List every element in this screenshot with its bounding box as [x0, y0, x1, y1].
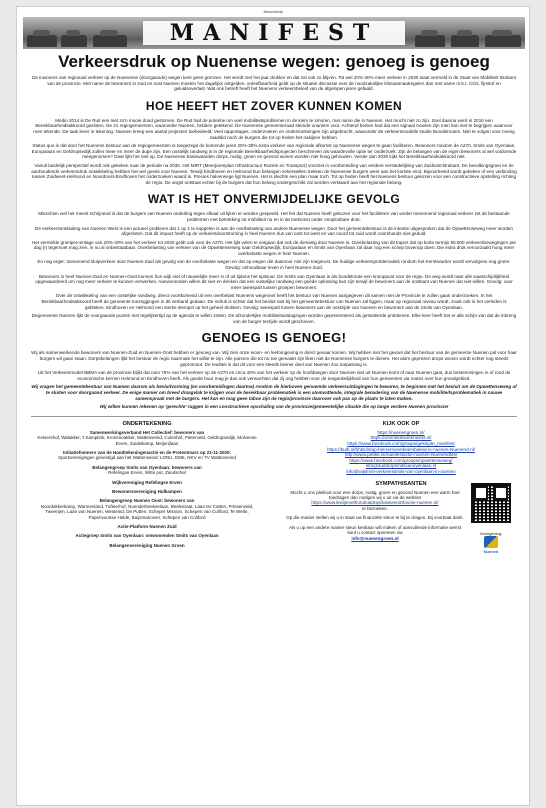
external-link[interactable]: http://www.petitie.nl/manifestactie-nuenen-NuenendMnl	[344, 452, 458, 458]
external-link[interactable]: https://bulb.nl/bhtim/stop-het-teroveerkeersbeleid-in-nuenen-Nuenend-nl/	[326, 446, 476, 452]
advertorial-page	[16, 6, 530, 806]
design-logo-word: Nuenen	[483, 548, 499, 554]
contact-email-link[interactable]: info@nuenengroen.nl	[351, 535, 399, 541]
external-link[interactable]: https://nuenengroen.nl/	[377, 429, 425, 435]
paragraph: Wij vragen het gemeentebestuur van Nuenen daarom als besluitvorming (en voorbereidingen daartoe) rondom de hierboven genoemde verkeersuitdagingen te bewaren, te beginnen met het besluit om de Opwettenseweg af te sluiten voor doorgaand verkeer. De enige manier om breed draagvlak te krijgen voor de bereikbaar problematiek is een alomvattende, integrale benadering van de Nuenense mobiliteitsproblematiek in nauwe samenspraak met de burgers. Het kan en mag geen taboe zijn de regio/provincie daarover ook pas op de plaats te laten maken.	[31, 384, 517, 401]
design-label: Vormgeving:	[479, 530, 503, 536]
signatory: Actie-Platform Nuenen Zuid	[117, 524, 177, 530]
advertorial-label: Advertorial	[263, 9, 283, 14]
qr-code-icon[interactable]	[471, 483, 511, 523]
paragraph: Degemeente Nuenen lijkt de voorgaande punten niet tegelijkertijd op de agenda te willen zetten. De afzonderlijke mobiliteitsuitdagingen worden gepresenteerd als geïsoleerde problemen. Elke keer heeft het er alle schijn van dat de inbreng van de burger terzijde wordt geschoven.	[31, 313, 517, 324]
signatory: Belangengroep Smits van Oyenlaan: bewoners van Refelingse Erven, Witte put, Zandschel	[92, 464, 202, 476]
divider	[31, 416, 517, 417]
donation-link[interactable]: https://www.ikwijsmethondnatdnijeilasiseerdnfoonie-nuenen.nl/	[311, 500, 439, 506]
masthead-banner	[23, 17, 525, 49]
paragraph: Status quo is dat door het Nuenens bestuur aan de regiogemeenten is toegezegd de komende jaren 20%-30% extra verkeer van regionale afkomst op Nuenense wegen te gaan faciliteren. Bewoners rondom de A270, Smits van Oyenlaan, Europalaan en Geldropsedijk zullen meer en meer de dupe zijn. Een oostelijk randweg is in de regionale Bereikbaarheidsprojecten beschreven als waardevolle optie ter onderzoek. Zijn de belangen van de eigen bewoners al wel voldoende meegenomen? Daar lijkt het niet op. De Nuenense basiswaarden dorps, rustig, groen en gezond wonen worden niet hoog gehouden. Verder dan 2030 kijkt het Bereikbaarheidsakkoord niet.	[31, 143, 517, 160]
nuenen-logo-icon	[484, 536, 498, 548]
signatory: Initiatiefnemers van de Handtekeningenactie en de Protestmars op 21-11-2020: Sportverenigingen gevestigd aan het Wattenseind: LONU, EMK, NKV en TV Wattenseind	[58, 449, 236, 461]
paragraph: Over de ontwikkeling van een oostelijke randweg, direct voortkomend uit een overbelast Nuenens wegennet heeft het bestuur van Nuenen aangegeven dit samen met de Provincie te zullen gaan onderzoeken. In het Bereikbaarheidsakkoord heeft de gemeente toezeggingen in dit verband gedaan. De indruk is echter dat het besluit niet bij het gemeentebestuur van Nuenen zal liggen, maar op regionaal niveau wordt, zoals ook in het verleden is gebleken. Eindhoven en Helmond een sterke stempel op het geheel drukken. Gevolg: tweespalt tussen bewoners aan de oostzijde van Nuenen en bewoners aan de Smits van Oyenlaan.	[41, 293, 507, 310]
signatory: Actiegroep Smits van Oyenlaan: omwonenden Smits van Oyenlaan	[75, 533, 219, 539]
article-body	[31, 75, 517, 552]
external-link[interactable]: https://ortoristdewetenwest.nl/	[370, 435, 432, 441]
paragraph: Medio 2014 is De Ruit een niet zo'n mooie dood gestorven. De Ruit had de potentie om veel mobiliteitsproblemen in de kiem te smoren, met name die in Nuenen. Het mocht niet zo zijn. Snel daarna werd in 2016 een Bereikbaarheidsakkoord gesloten. De 21 regiogemeenten, waaronder Nuenen, hebben getekend. De Nuenense gemeenteraad stemde unaniem voor. Achteraf bezien had dat een signaal moeten zijn men kan niet te begrijpen waarvoor men tekende. De taak lever in tekening. Nuenen kreeg een aantal projecten toebedeeld. Veel rapportages, onderzoeken en onderzoeksingen zijn uitgebracht, waaronder de verkeersmodelle studie Bundelroutes. Niet te volgen voor menig raadslid noch de burgers die tot op heden het nakijken hebben.	[33, 117, 515, 140]
paragraph: Bewoners in heel Nuenen-Zuid en Nuenen-Oost kunnen hun wijk niet of nauwelijks meer in of uit tijdens het spitsuur. De Smits van Oyenlaan is als bundelroute een knooppunt voor de regio. De weg wordt naar alle waarschijnlijkheid opgewaardeerd om nog meer verkeer te kunnen verwerken. Aanwonenden willen dit niet en denken dat een oostelijke randweg een goede oplossing kan zijn terwijl de bewoners aan de oostkant van Nuenen dat niet willen. Gevolg: voor meer tweespalt tussen groepen bewoners.	[35, 273, 513, 290]
signatory: Wijkvereniging Refelingse Erven	[112, 479, 182, 485]
signatory: Samenwerkingsverband Het Collectief: bewoners van Ketsershof, Walakker, 't Kamptink, Krommeakker, Wattenseind, Culenhof, Pieterveld, Geldropsedijk, Molvense Erven, Zuideikamp, Meijerijlaan	[37, 429, 257, 446]
footer-columns	[31, 421, 517, 553]
links-column	[285, 421, 517, 553]
ondertekening-heading: ONDERTEKENING	[122, 420, 172, 427]
signatory: Belangengroep Nuenen Oost: bewoners van Noordakkerkamp, Warmenland, Tufteerhof, Nuenderbeekselaan, Beekstraat, Laan ter Catten, Prinsenveld, Tweerijen, Laan van Nuenen, Westeind, De Putten, Scheper Mission, Schepen van Coliford, Te Wetle, Papenvoortse Helde, Buijsmanoven, Schepen van Coliford	[40, 498, 254, 520]
email-link[interactable]: info@wijsmnit-verkeerssmits-van-oyenlaan-in-nuenen	[346, 468, 456, 474]
sympathisanten-text: Op die manier stellen wij u in staat uw financiële steun te bij te dragen. Bij voorbaat dank.	[286, 515, 464, 521]
sympathisanten-heading: SYMPATHISANTEN	[375, 480, 427, 487]
design-logo	[469, 531, 513, 554]
paragraph: Misschien wel het meest schrijnend is dat de burgers van Nuenen onderling tegen elkaar uit lijken te worden gespeeld. Het feit dat Nuenen heeft gekozen voor het faciliteren van verder toenemend regionaal verkeer zet de bestaande problemen met betrekking tot mobiliteit nu en in de toekomst onder onoplosbare druk.	[38, 211, 510, 222]
external-link[interactable]: https://www.facebook.com/groups/opwettenseweg/	[349, 457, 453, 463]
sympathisanten-text: Mocht u ons plekloot voor een dorps, rustig, groen en gezond Nuenen een warm hart toedragen dan nodigen wij u uit via de website	[290, 489, 460, 500]
kijk-ook-op-heading: KIJK OOK OP	[382, 420, 420, 427]
signatory: Belangenvereniging Nuenen Groen	[109, 542, 185, 548]
section-heading: GENOEG IS GENOEG!	[201, 330, 347, 346]
paragraph: De verkeersontsluiting van Nuenen West is een actueel probleem dat 1 op 1 te koppelen is aan de overbelasting van andere Nuenense wegen. Door het gemeentebestuur is de intentie uitgesproken dat de Opwettenseweg meer worden afgesloten. Dat dit impact heeft op de verkeersdoorstroming in heel Nuenen dus van oost tot west en van noord tot zuid wordt voorshands niet geduld.	[35, 225, 513, 237]
signatory: Bewonersvereniging Hulkampen	[112, 489, 182, 494]
masthead-title: MANIFEST	[169, 20, 379, 46]
paragraph: Vanuit landelijk perspectief wordt ook gekeken naar de periode na 2030. Het MIRT (Meerjarenplan Infrastructuur Ruimte en Transport) voorziet in voorbereiding van verdere verstedelijking van Zuidoost-Brabant. De bevolkingsgroei en de aanhoudende verkeersdruk ontwikkeling hebben het wel goeds voor Nuenen. Terwijl Eindhoven en Helmond hun belangen zekerstellen trekken de Nuenense burgers weer aan het kortste eind. Bijvoorbeeld wordt gekeken of een verbinding tussen Zuidwest-Helmond en Noordoost-Eindhoven het onderzoeken waard is. Precies halverwege ligt Nuenen. Het is slechts een plan maar toch. Tot op heden heeft het Nuenens bestuur gekozen voor een constructieve opstelling richting de regio. De angst ontstaat echter bij de burgers dat hun belang ondergeschikt zal worden verklaard aan het regionale belang.	[31, 162, 517, 185]
ondertekening-column	[31, 421, 263, 553]
paragraph: Wij willen kunnen rekenen op 'gerechte' ruggen in een constructieve opschaling van de provincie/gemeentelijke situatie die op lange verdere Nuenen provincie!	[99, 404, 449, 410]
paragraph: En nog erger: toenemend sluipverkeer door Nuenen-Zuid als gevolg van de overbelaste wegen en dat op wegen die daarvoor niet zijn toegerust. De huidige verkeersproblematiek rondom het Kernkwartier wordt vervolgens nog groter. Gevolg: onhoudbaar leven in heel Nuenen-Zuid.	[37, 259, 511, 271]
sympathisanten-text: Als u op een andere manier steun kenbaar wilt maken of aanvullende informatie wenst kunt u contact opnemen via	[288, 524, 462, 536]
paragraph: Het vermelde groeipercentage van 20%-30% van het verkeer tot 2030 geldt ook voor de A270. Het lijkt velen te ontgaan dat ook de dienweg door Nuenen is. Overbelasting van dit traject dat op korte termijn 50.000 verkeersbewegingen per dag (!) tegemoet mag zien, is nu al onbestaatbaar. Overbelasting van verkeer van de Opwettenseweg naar Geldropsedijk, Europalaan en Smits van Oyenlaan zal daar nog een schep bovenop doen. Die extra druk veroorzaakt hoog meer overbelaste wegen in heel Nuenen.	[31, 239, 517, 256]
section-heading: HOE HEEFT HET ZOVER KUNNEN KOMEN	[145, 98, 403, 113]
section-heading: WAT IS HET ONVERMIJDELIJKE GEVOLG	[147, 192, 401, 207]
headline: Verkeersdruk op Nuenense wegen: genoeg is genoeg	[58, 52, 490, 71]
paragraph: Wij als samenwerkende bewoners van Nuenen-Zuid en Nuenen-Oost hebben er genoeg van. Wij zien onze woon- en leefomgeving in direct gevaar komen. Wij hebben niet het gevoel dat het bestuur van de gemeente Nuenen pal voor haar burgers wil gaan staan. Dorpsbelangen lijkt het bestuur de regio naarmate het wiltie te zijn. Alle pannen die tot nu toe gemaakt zijn liken niet de Nuenense burgers te dienen. Het alom geprezen dorps wonen wordt echter nog steeds gepromoot. De realiteit is dat dit voor een steeds kleiner deel van Nuenen zou toepassing is.	[31, 350, 517, 367]
external-link[interactable]: https://www.facebook.com/groups/geknipte_manifest	[347, 440, 455, 446]
email-link[interactable]: info@ouddorpsmitsvanoyenlaan.nl	[365, 463, 437, 469]
intro-paragraph: De inwoners van regionaal verkeer op de Nuenense (doorgaande) wegen kent geen grenzen. Het wordt met het jaar drukker en dat zal ook zo blijven. Tot wel 20%-30% meer verkeer in 2030 staat vermeld in de Staat van Mobiliteit Brabant van de provincie. Met name de bewoners in zuid en oost Nuenen moeten het dagelijks ontgelden, onleefbaarheid geldt op de situatie discussie over de noodzakelijke klimaatmaatregelen dan met name m.b.t. CO2, fijnstof en geluidsoverlast. Wat ons betreft heeft het Nuenens verkeersbeleid van de afgelopen jaren gefaald.	[32, 75, 516, 92]
sympathisanten-text: te bezoeken.	[362, 505, 388, 511]
paragraph: Uit het Verkeersmodel BBMA van de provincie blijkt dat ruim 75% van het verkeer op de A270 en circa 40% van het verkeer op de hoofdwegen door Nuenen niet uit Nuenen komt of naar Nuenen gaat, dus bestemmingen in of rond de economische kernen Helmond en Eindhoven heeft. Als goede buur mag je dan ook verwachten dat zij oog hebben voor de toegankelijkheid van hun gemeentes via routes over hun grondgebied.	[37, 370, 511, 381]
